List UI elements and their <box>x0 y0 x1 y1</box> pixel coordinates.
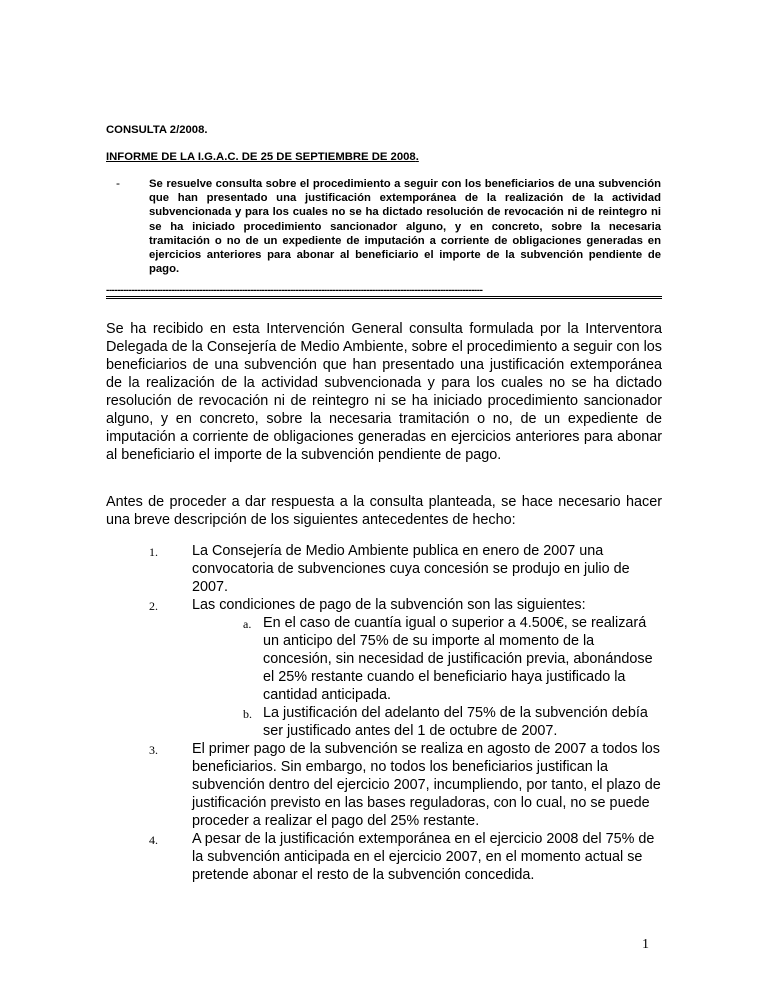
informe-text: INFORME DE LA I.G.A.C. DE 25 DE SEPTIEMBRE DE 2008 <box>106 151 416 163</box>
informe-period: . <box>415 151 419 163</box>
dashed-separator: ------------------------------------------------------------------------------------------------------------------------------------- <box>106 287 483 295</box>
sub-item-text: La justificación del adelanto del 75% de la subvención debía ser justificado antes del 1 de octubre de 2007. <box>263 705 648 739</box>
list-item-text: A pesar de la justificación extemporánea en el ejercicio 2008 del 75% de la subvención anticipada en el ejercicio 2007, en el momento actual se pretende abonar el resto de la subvención concedida. <box>192 831 655 883</box>
list-item-text: Las condiciones de pago de la subvención son las siguientes: <box>192 597 586 613</box>
consulta-title: CONSULTA 2/2008. <box>106 124 208 136</box>
list-item-number: 1. <box>149 545 158 559</box>
informe-heading <box>106 151 419 163</box>
list-item-text: El primer pago de la subvención se realiza en agosto de 2007 a todos los beneficiarios. Sin embargo, no todos los beneficiarios justifican la subvención dentro del ejercicio 2007, incumpliendo, por tanto, el plazo de justificación previsto en las bases reguladoras, con lo cual, no se puede proceder a realizar el pago del 25% restante. <box>192 741 661 829</box>
summary-bullet: - <box>116 176 120 190</box>
list-item <box>149 740 662 830</box>
list-item-number: 2. <box>149 599 158 613</box>
sub-item-text: En el caso de cuantía igual o superior a 4.500€, se realizará un anticipo del 75% de su importe al momento de la concesión, sin necesidad de justificación previa, abonándose el 25% restante cuando el beneficiario haya justificado la cantidad anticipada. <box>263 615 653 703</box>
sub-list-item <box>192 614 662 704</box>
intro-paragraph: Se ha recibido en esta Intervención General consulta formulada por la Interventora Delegada de la Consejería de Medio Ambiente, sobre el procedimiento a seguir con los beneficiarios de una subvención que han presentado una justificación extemporánea de la realización de la actividad subvencionada y para los cuales no se ha dictado resolución de revocación ni de reintegro ni se ha iniciado procedimiento sancionador alguno, y en concreto, sobre la necesaria tramitación o no, de un expediente de imputación a corriente de obligaciones generadas en ejercicios anteriores para abonar al beneficiario el importe de la subvención pendiente de pago. <box>106 321 662 463</box>
list-item <box>149 542 662 596</box>
double-rule-divider <box>106 296 662 299</box>
list-item-number: 3. <box>149 743 158 757</box>
list-item-text: La Consejería de Medio Ambiente publica en enero de 2007 una convocatoria de subvenciones cuya concesión se produjo en julio de 2007. <box>192 543 630 595</box>
sub-item-letter: a. <box>243 617 252 631</box>
sub-item-letter: b. <box>243 707 252 721</box>
page-number: 1 <box>642 937 649 952</box>
sub-list-item <box>192 704 662 740</box>
list-item <box>149 596 662 740</box>
summary-text: Se resuelve consulta sobre el procedimiento a seguir con los beneficiarios de una subvención que han presentado una justificación extemporánea de la realización de la actividad subvencionada y para los cuales no se ha dictado resolución de revocación ni de reintegro ni se ha iniciado procedimiento sancionador alguno, y en concreto, sobre la necesaria tramitación o no de un expediente de imputación a corriente de obligaciones generadas en ejercicios anteriores para abonar al beneficiario el importe de la subvención pendiente de pago. <box>149 178 661 276</box>
sub-list <box>192 614 662 740</box>
list-item <box>149 830 662 884</box>
antecedentes-list <box>149 542 662 884</box>
list-item-number: 4. <box>149 833 158 847</box>
antecedentes-paragraph: Antes de proceder a dar respuesta a la consulta planteada, se hace necesario hacer una breve descripción de los siguientes antecedentes de hecho: <box>106 494 662 528</box>
